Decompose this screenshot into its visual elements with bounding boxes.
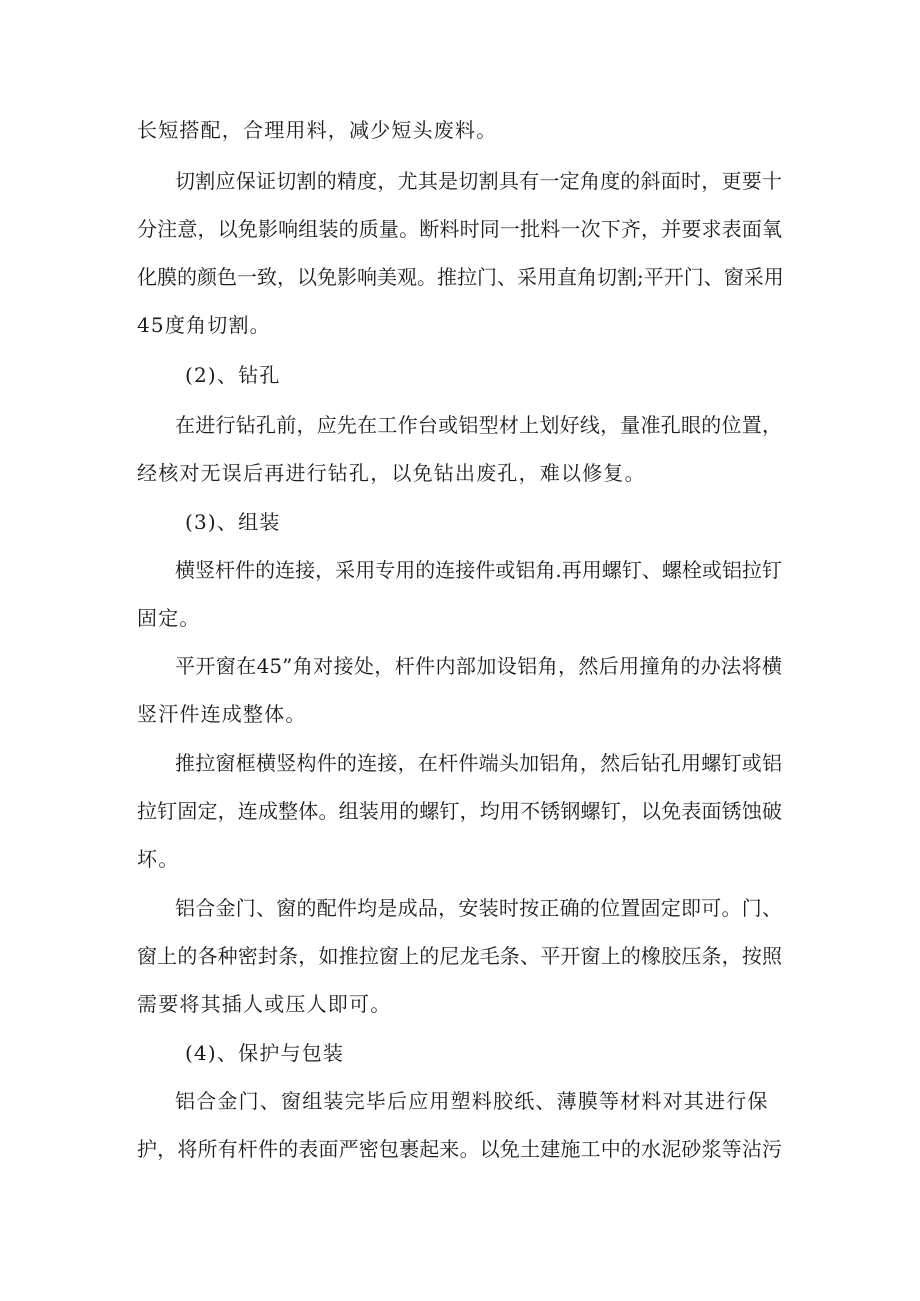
text-line: 护，将所有杆件的表面严密包裹起来。以免土建施工中的水泥砂浆等沾污 bbox=[137, 1137, 782, 1161]
text-line: 拉钉固定，连成整体。组装用的螺钉，均用不锈钢螺钉，以免表面锈蚀破 bbox=[137, 799, 782, 823]
text-line: 固定。 bbox=[137, 606, 201, 630]
text-line: 45度角切割。 bbox=[137, 313, 271, 337]
text-line: 铝合金门、窗的配件均是成品，安装时按正确的位置固定即可。门、 bbox=[175, 896, 782, 920]
text-line: 坏。 bbox=[137, 847, 180, 871]
text-line: 推拉窗框横竖构件的连接，在杆件端头加铝角，然后钻孔用螺钉或铝 bbox=[175, 751, 782, 775]
text-line: 需要将其插人或压人即可。 bbox=[137, 992, 392, 1016]
text-line: 在进行钻孔前，应先在工作台或铝型材上划好线，量准孔眼的位置， bbox=[175, 413, 782, 437]
text-line: 分注意，以免影响组装的质量。断料时同一批料一次下齐，并要求表面氧 bbox=[137, 217, 782, 241]
text-line: 窗上的各种密封条，如推拉窗上的尼龙毛条、平开窗上的橡胶压条，按照 bbox=[137, 944, 782, 968]
text-line: 竖汗件连成整体。 bbox=[137, 702, 307, 726]
text-line: 铝合金门、窗组装完毕后应用塑料胶纸、薄膜等材料对其进行保 bbox=[175, 1089, 769, 1113]
section-heading: (3)、组装 bbox=[185, 510, 281, 534]
text-line: 切割应保证切割的精度，尤其是切割具有一定角度的斜面时，更要十 bbox=[175, 169, 782, 193]
text-line: 长短搭配，合理用料，减少短头废料。 bbox=[137, 118, 498, 142]
text-line: 经核对无误后再进行钻孔，以免钻出废孔，难以修复。 bbox=[137, 461, 646, 485]
text-line: 化膜的颜色一致，以免影响美观。推拉门、采用直角切割;平开门、窗采用 bbox=[137, 265, 784, 289]
section-heading: (2)、钻孔 bbox=[185, 363, 281, 387]
section-heading: (4)、保护与包装 bbox=[185, 1041, 345, 1065]
text-line: 横竖杆件的连接，采用专用的连接件或铝角.再用螺钉、螺栓或铝拉钉 bbox=[175, 558, 782, 582]
text-line: 平开窗在45”角对接处，杆件内部加设铝角，然后用撞角的办法将横 bbox=[175, 654, 782, 678]
